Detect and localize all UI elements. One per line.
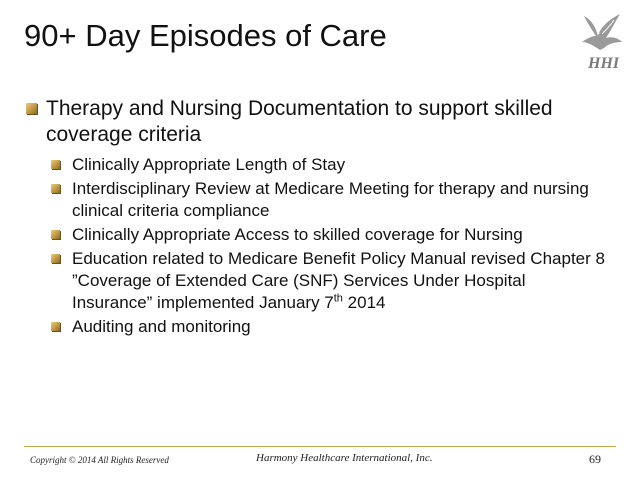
sub-bullet-text: Clinically Appropriate Length of Stay: [72, 155, 346, 174]
bullet-main: [0, 96, 638, 148]
footer-copyright: Copyright © 2014 All Rights Reserved: [30, 455, 169, 465]
sub-bullet-text: [72, 249, 605, 312]
sub-bullet: [0, 178, 638, 222]
sub-bullet-text: Interdisciplinary Review at Medicare Meeting for therapy and nursing clinical criteria compliance: [72, 179, 589, 220]
gold-square-bullet-icon: [51, 184, 60, 193]
sub-bullet: [0, 224, 638, 246]
footer-company: Harmony Healthcare International, Inc.: [256, 452, 433, 464]
sub-bullet-text: Auditing and monitoring: [72, 317, 251, 336]
gold-square-bullet-icon: [51, 254, 60, 263]
ordinal-superscript: th: [333, 292, 343, 305]
sub-bullet: [0, 316, 638, 338]
slide-title: 90+ Day Episodes of Care: [24, 18, 387, 53]
bullet-list: [0, 96, 638, 340]
gold-square-bullet-icon: [26, 103, 37, 114]
bullet-main-text: Therapy and Nursing Documentation to support skilled coverage criteria: [46, 97, 553, 146]
hhi-logo: [570, 6, 630, 78]
gold-square-bullet-icon: [51, 230, 60, 239]
sub-bullet-text-part: Education related to Medicare Benefit Policy Manual revised Chapter 8 ”Coverage of Extended Care (SNF) Services Under Hospital Insurance” implemented January 7: [72, 249, 605, 312]
page-number: 69: [589, 452, 601, 466]
sub-bullet: [0, 154, 638, 176]
logo-text: HHI: [588, 55, 620, 72]
gold-square-bullet-icon: [51, 160, 60, 169]
sub-bullet-text-part: 2014: [342, 293, 386, 312]
footer-divider: [24, 446, 616, 447]
sub-bullet: [0, 248, 638, 314]
gold-square-bullet-icon: [51, 322, 60, 331]
sub-bullet-text: Clinically Appropriate Access to skilled coverage for Nursing: [72, 225, 523, 244]
